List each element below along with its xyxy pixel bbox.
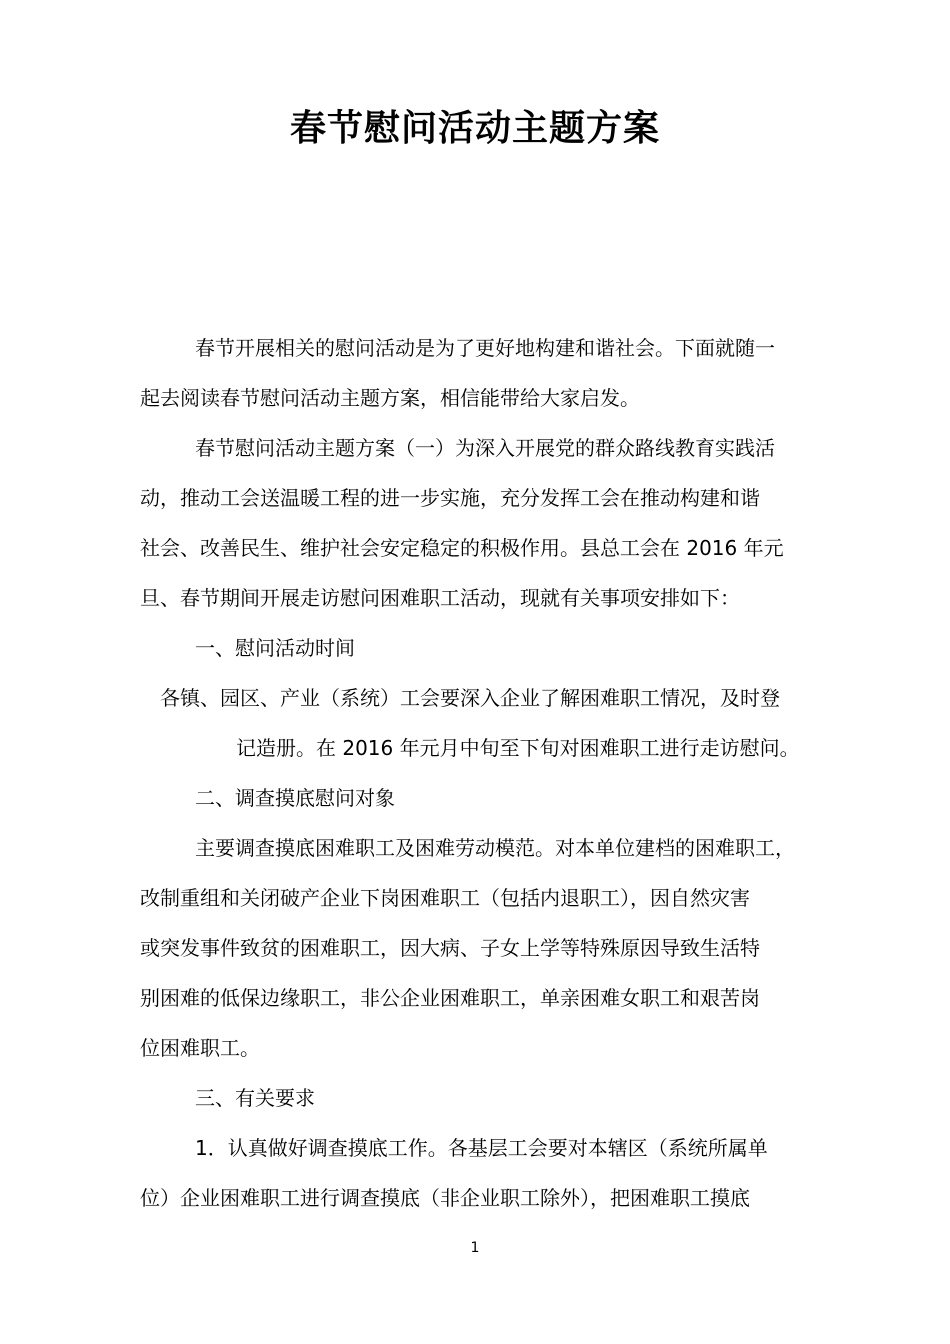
body-line: 春节慰问活动主题方案（一）为深入开展党的群众路线教育实践活 [195, 436, 775, 460]
body-line: 社会、改善民生、维护社会安定稳定的积极作用。县总工会在 2016 年元 [140, 536, 784, 560]
body-line: 位困难职工。 [140, 1036, 260, 1060]
body-line: 动，推动工会送温暖工程的进一步实施，充分发挥工会在推动构建和谐 [140, 486, 760, 510]
body-line: 别困难的低保边缘职工，非公企业困难职工，单亲困难女职工和艰苦岗 [140, 986, 760, 1010]
section-heading: 一、慰问活动时间 [195, 636, 355, 660]
body-line: 记造册。在 2016 年元月中旬至下旬对困难职工进行走访慰问。 [236, 736, 800, 760]
section-heading: 二、调查摸底慰问对象 [195, 786, 395, 810]
body-line: 春节开展相关的慰问活动是为了更好地构建和谐社会。下面就随一 [195, 336, 775, 360]
page-number: 1 [470, 1240, 480, 1256]
body-line: 各镇、园区、产业（系统）工会要深入企业了解困难职工情况，及时登 [160, 686, 780, 710]
body-line: 改制重组和关闭破产企业下岗困难职工（包括内退职工），因自然灾害 [140, 886, 750, 910]
document-title: 春节慰问活动主题方案 [289, 108, 660, 149]
body-line: 主要调查摸底困难职工及困难劳动模范。对本单位建档的困难职工， [195, 836, 795, 860]
body-line: 或突发事件致贫的困难职工，因大病、子女上学等特殊原因导致生活特 [140, 936, 760, 960]
body-line: 起去阅读春节慰问活动主题方案，相信能带给大家启发。 [140, 386, 640, 410]
body-line: 1．认真做好调查摸底工作。各基层工会要对本辖区（系统所属单 [195, 1136, 768, 1160]
section-heading: 三、有关要求 [195, 1086, 315, 1110]
body-line: 旦、春节期间开展走访慰问困难职工活动，现就有关事项安排如下： [140, 586, 740, 610]
body-line: 位）企业困难职工进行调查摸底（非企业职工除外），把困难职工摸底 [140, 1186, 750, 1210]
